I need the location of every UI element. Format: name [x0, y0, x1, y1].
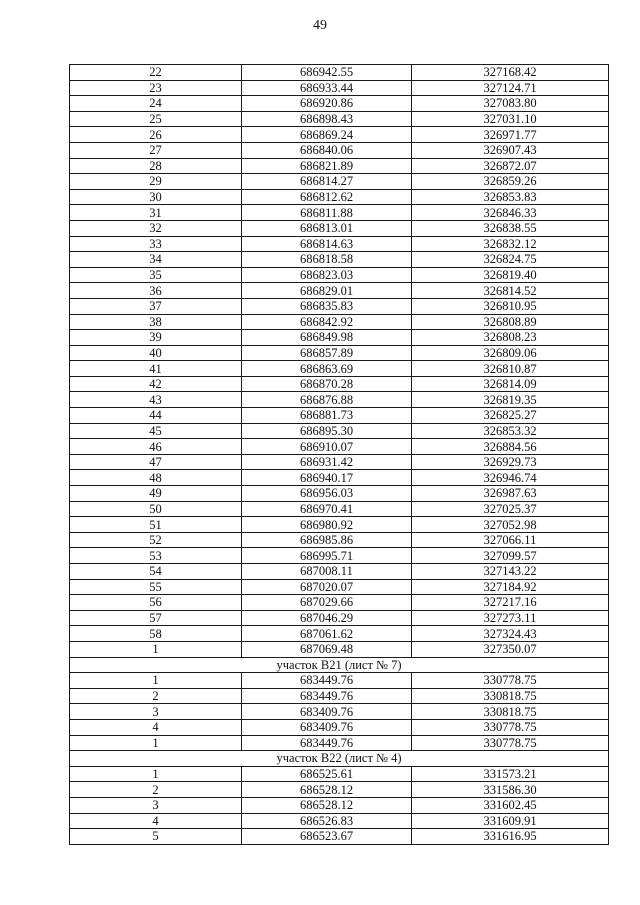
- point-number-cell: 56: [70, 595, 242, 611]
- y-coordinate-cell: 326872.07: [412, 158, 609, 174]
- x-coordinate-cell: 687020.07: [242, 579, 412, 595]
- table-row: [70, 454, 609, 470]
- point-number-cell: 25: [70, 111, 242, 127]
- x-coordinate-cell: 686980.92: [242, 517, 412, 533]
- point-number-cell: 22: [70, 65, 242, 81]
- y-coordinate-cell: 326907.43: [412, 142, 609, 158]
- x-coordinate-cell: 686881.73: [242, 408, 412, 424]
- table-row: [70, 470, 609, 486]
- table-row: [70, 158, 609, 174]
- x-coordinate-cell: 686985.86: [242, 532, 412, 548]
- x-coordinate-cell: 686942.55: [242, 65, 412, 81]
- y-coordinate-cell: 327099.57: [412, 548, 609, 564]
- point-number-cell: 50: [70, 501, 242, 517]
- point-number-cell: 55: [70, 579, 242, 595]
- table-row: [70, 314, 609, 330]
- y-coordinate-cell: 327052.98: [412, 517, 609, 533]
- y-coordinate-cell: 327350.07: [412, 641, 609, 657]
- y-coordinate-cell: 326859.26: [412, 174, 609, 190]
- y-coordinate-cell: 327217.16: [412, 595, 609, 611]
- point-number-cell: 23: [70, 80, 242, 96]
- point-number-cell: 5: [70, 829, 242, 845]
- point-number-cell: 43: [70, 392, 242, 408]
- table-row: [70, 236, 609, 252]
- x-coordinate-cell: 686813.01: [242, 220, 412, 236]
- y-coordinate-cell: 326808.89: [412, 314, 609, 330]
- y-coordinate-cell: 331616.95: [412, 829, 609, 845]
- x-coordinate-cell: 683449.76: [242, 688, 412, 704]
- y-coordinate-cell: 326825.27: [412, 408, 609, 424]
- table-row: [70, 361, 609, 377]
- point-number-cell: 32: [70, 220, 242, 236]
- point-number-cell: 36: [70, 283, 242, 299]
- x-coordinate-cell: 686910.07: [242, 439, 412, 455]
- table-row: [70, 564, 609, 580]
- table-row: [70, 298, 609, 314]
- point-number-cell: 51: [70, 517, 242, 533]
- y-coordinate-cell: 327083.80: [412, 96, 609, 112]
- point-number-cell: 53: [70, 548, 242, 564]
- x-coordinate-cell: 686528.12: [242, 797, 412, 813]
- table-row: [70, 719, 609, 735]
- x-coordinate-cell: 686842.92: [242, 314, 412, 330]
- y-coordinate-cell: 327324.43: [412, 626, 609, 642]
- section-title: участок В22 (лист № 4): [70, 751, 609, 767]
- y-coordinate-cell: 326810.95: [412, 298, 609, 314]
- point-number-cell: 58: [70, 626, 242, 642]
- table-row: [70, 813, 609, 829]
- table-row: [70, 486, 609, 502]
- x-coordinate-cell: 683409.76: [242, 704, 412, 720]
- point-number-cell: 1: [70, 673, 242, 689]
- y-coordinate-cell: 326853.83: [412, 189, 609, 205]
- x-coordinate-cell: 686931.42: [242, 454, 412, 470]
- x-coordinate-cell: 686528.12: [242, 782, 412, 798]
- table-row: [70, 548, 609, 564]
- table-row: [70, 65, 609, 81]
- coordinates-table-body: [70, 65, 609, 845]
- table-row: [70, 439, 609, 455]
- section-header-row: [70, 751, 609, 767]
- table-row: [70, 376, 609, 392]
- table-row: [70, 330, 609, 346]
- x-coordinate-cell: 686814.63: [242, 236, 412, 252]
- table-row: [70, 111, 609, 127]
- table-row: [70, 345, 609, 361]
- point-number-cell: 41: [70, 361, 242, 377]
- x-coordinate-cell: 686821.89: [242, 158, 412, 174]
- x-coordinate-cell: 686814.27: [242, 174, 412, 190]
- table-row: [70, 735, 609, 751]
- table-row: [70, 766, 609, 782]
- y-coordinate-cell: 326810.87: [412, 361, 609, 377]
- y-coordinate-cell: 331602.45: [412, 797, 609, 813]
- x-coordinate-cell: 686812.62: [242, 189, 412, 205]
- y-coordinate-cell: 331609.91: [412, 813, 609, 829]
- point-number-cell: 52: [70, 532, 242, 548]
- x-coordinate-cell: 683449.76: [242, 735, 412, 751]
- table-row: [70, 501, 609, 517]
- point-number-cell: 30: [70, 189, 242, 205]
- x-coordinate-cell: 687046.29: [242, 610, 412, 626]
- y-coordinate-cell: 326987.63: [412, 486, 609, 502]
- point-number-cell: 2: [70, 688, 242, 704]
- point-number-cell: 3: [70, 797, 242, 813]
- point-number-cell: 28: [70, 158, 242, 174]
- table-row: [70, 423, 609, 439]
- point-number-cell: 47: [70, 454, 242, 470]
- point-number-cell: 24: [70, 96, 242, 112]
- point-number-cell: 42: [70, 376, 242, 392]
- y-coordinate-cell: 331573.21: [412, 766, 609, 782]
- table-row: [70, 189, 609, 205]
- y-coordinate-cell: 326846.33: [412, 205, 609, 221]
- coordinates-table: [69, 64, 609, 845]
- table-row: [70, 829, 609, 845]
- table-row: [70, 641, 609, 657]
- y-coordinate-cell: 327124.71: [412, 80, 609, 96]
- point-number-cell: 48: [70, 470, 242, 486]
- table-row: [70, 392, 609, 408]
- y-coordinate-cell: 327273.11: [412, 610, 609, 626]
- table-row: [70, 283, 609, 299]
- x-coordinate-cell: 686811.88: [242, 205, 412, 221]
- y-coordinate-cell: 331586.30: [412, 782, 609, 798]
- table-row: [70, 595, 609, 611]
- y-coordinate-cell: 326819.35: [412, 392, 609, 408]
- x-coordinate-cell: 686933.44: [242, 80, 412, 96]
- section-header-row: [70, 657, 609, 673]
- table-row: [70, 688, 609, 704]
- x-coordinate-cell: 686970.41: [242, 501, 412, 517]
- x-coordinate-cell: 686876.88: [242, 392, 412, 408]
- x-coordinate-cell: 686956.03: [242, 486, 412, 502]
- table-row: [70, 579, 609, 595]
- y-coordinate-cell: 327025.37: [412, 501, 609, 517]
- y-coordinate-cell: 326819.40: [412, 267, 609, 283]
- y-coordinate-cell: 330818.75: [412, 704, 609, 720]
- y-coordinate-cell: 330778.75: [412, 719, 609, 735]
- point-number-cell: 39: [70, 330, 242, 346]
- table-row: [70, 96, 609, 112]
- table-row: [70, 797, 609, 813]
- x-coordinate-cell: 686870.28: [242, 376, 412, 392]
- x-coordinate-cell: 686863.69: [242, 361, 412, 377]
- y-coordinate-cell: 327143.22: [412, 564, 609, 580]
- x-coordinate-cell: 686920.86: [242, 96, 412, 112]
- page-number: 49: [313, 18, 327, 33]
- table-row: [70, 610, 609, 626]
- table-row: [70, 80, 609, 96]
- table-row: [70, 220, 609, 236]
- point-number-cell: 4: [70, 719, 242, 735]
- table-row: [70, 252, 609, 268]
- point-number-cell: 38: [70, 314, 242, 330]
- table-row: [70, 673, 609, 689]
- point-number-cell: 3: [70, 704, 242, 720]
- point-number-cell: 31: [70, 205, 242, 221]
- table-row: [70, 782, 609, 798]
- x-coordinate-cell: 686849.98: [242, 330, 412, 346]
- x-coordinate-cell: 686898.43: [242, 111, 412, 127]
- table-row: [70, 267, 609, 283]
- table-row: [70, 626, 609, 642]
- x-coordinate-cell: 686869.24: [242, 127, 412, 143]
- y-coordinate-cell: 326808.23: [412, 330, 609, 346]
- point-number-cell: 29: [70, 174, 242, 190]
- y-coordinate-cell: 330818.75: [412, 688, 609, 704]
- x-coordinate-cell: 687008.11: [242, 564, 412, 580]
- x-coordinate-cell: 686840.06: [242, 142, 412, 158]
- point-number-cell: 1: [70, 641, 242, 657]
- table-row: [70, 532, 609, 548]
- y-coordinate-cell: 327066.11: [412, 532, 609, 548]
- point-number-cell: 40: [70, 345, 242, 361]
- x-coordinate-cell: 687029.66: [242, 595, 412, 611]
- x-coordinate-cell: 683449.76: [242, 673, 412, 689]
- point-number-cell: 44: [70, 408, 242, 424]
- x-coordinate-cell: 686857.89: [242, 345, 412, 361]
- y-coordinate-cell: 326814.09: [412, 376, 609, 392]
- y-coordinate-cell: 326884.56: [412, 439, 609, 455]
- y-coordinate-cell: 327184.92: [412, 579, 609, 595]
- point-number-cell: 1: [70, 735, 242, 751]
- x-coordinate-cell: 686835.83: [242, 298, 412, 314]
- x-coordinate-cell: 686895.30: [242, 423, 412, 439]
- point-number-cell: 46: [70, 439, 242, 455]
- x-coordinate-cell: 683409.76: [242, 719, 412, 735]
- point-number-cell: 26: [70, 127, 242, 143]
- point-number-cell: 54: [70, 564, 242, 580]
- x-coordinate-cell: 686940.17: [242, 470, 412, 486]
- point-number-cell: 45: [70, 423, 242, 439]
- point-number-cell: 33: [70, 236, 242, 252]
- table-row: [70, 127, 609, 143]
- y-coordinate-cell: 330778.75: [412, 673, 609, 689]
- point-number-cell: 1: [70, 766, 242, 782]
- point-number-cell: 2: [70, 782, 242, 798]
- point-number-cell: 37: [70, 298, 242, 314]
- y-coordinate-cell: 330778.75: [412, 735, 609, 751]
- y-coordinate-cell: 326971.77: [412, 127, 609, 143]
- y-coordinate-cell: 327168.42: [412, 65, 609, 81]
- x-coordinate-cell: 686818.58: [242, 252, 412, 268]
- point-number-cell: 35: [70, 267, 242, 283]
- x-coordinate-cell: 686526.83: [242, 813, 412, 829]
- table-row: [70, 408, 609, 424]
- x-coordinate-cell: 686525.61: [242, 766, 412, 782]
- point-number-cell: 27: [70, 142, 242, 158]
- y-coordinate-cell: 326824.75: [412, 252, 609, 268]
- table-row: [70, 704, 609, 720]
- y-coordinate-cell: 327031.10: [412, 111, 609, 127]
- x-coordinate-cell: 687061.62: [242, 626, 412, 642]
- y-coordinate-cell: 326814.52: [412, 283, 609, 299]
- section-title: участок В21 (лист № 7): [70, 657, 609, 673]
- table-row: [70, 142, 609, 158]
- x-coordinate-cell: 687069.48: [242, 641, 412, 657]
- y-coordinate-cell: 326838.55: [412, 220, 609, 236]
- y-coordinate-cell: 326832.12: [412, 236, 609, 252]
- table-row: [70, 174, 609, 190]
- table-row: [70, 517, 609, 533]
- x-coordinate-cell: 686823.03: [242, 267, 412, 283]
- point-number-cell: 57: [70, 610, 242, 626]
- x-coordinate-cell: 686995.71: [242, 548, 412, 564]
- y-coordinate-cell: 326809.06: [412, 345, 609, 361]
- point-number-cell: 34: [70, 252, 242, 268]
- y-coordinate-cell: 326929.73: [412, 454, 609, 470]
- y-coordinate-cell: 326946.74: [412, 470, 609, 486]
- x-coordinate-cell: 686829.01: [242, 283, 412, 299]
- point-number-cell: 49: [70, 486, 242, 502]
- table-row: [70, 205, 609, 221]
- y-coordinate-cell: 326853.32: [412, 423, 609, 439]
- x-coordinate-cell: 686523.67: [242, 829, 412, 845]
- point-number-cell: 4: [70, 813, 242, 829]
